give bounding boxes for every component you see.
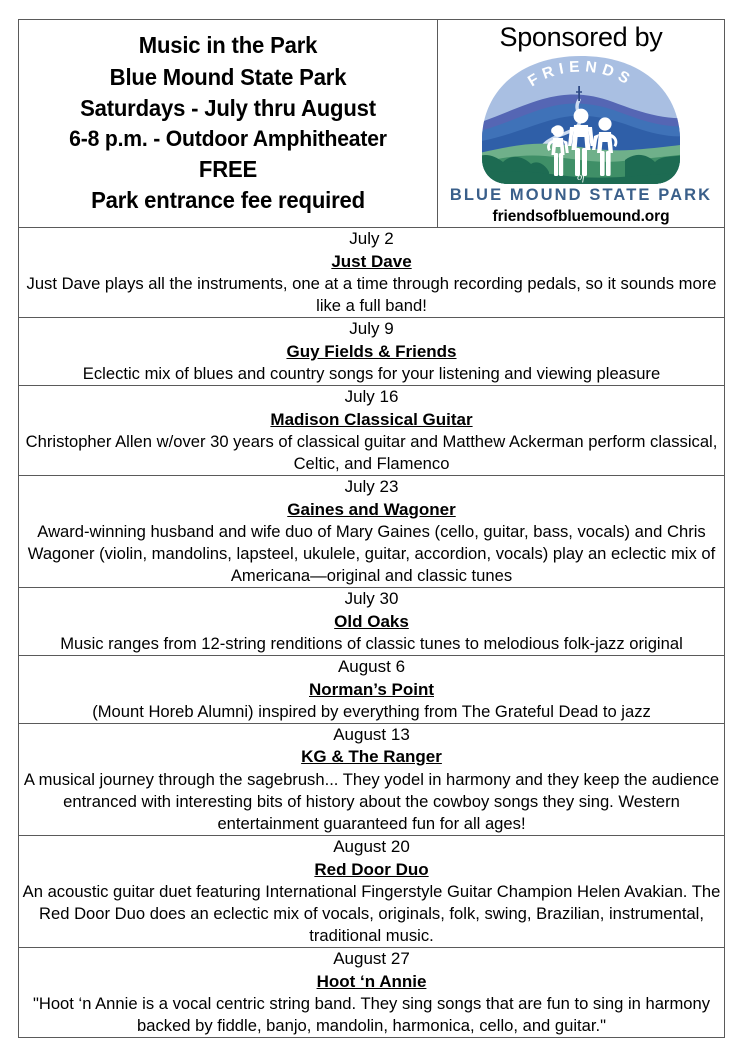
event-date: July 16 [344,387,399,407]
event-cell [19,228,725,318]
event-description: Christopher Allen w/over 30 years of classical guitar and Matthew Ackerman perform classical, Celtic, and Flamenco [25,431,718,474]
event-date: July 23 [344,477,399,497]
event-cell [19,386,725,476]
friends-logo-badge-icon [475,54,687,186]
event-date: July 9 [349,319,394,339]
event-row [19,386,725,476]
header-row [19,20,725,228]
event-cell [19,836,725,948]
event-description: Music ranges from 12-string renditions of classic tunes to melodious folk-jazz original [60,634,683,654]
sponsored-by-label: Sponsored by [499,22,663,52]
header-title-line-4: 6-8 p.m. - Outdoor Amphitheater [69,126,387,152]
logo-website-url[interactable]: friendsofbluemound.org [492,207,670,225]
logo-park-name: BLUE MOUND STATE PARK [449,186,713,205]
event-description: Just Dave plays all the instruments, one at a time through recording pedals, so it sounds more like a full band! [26,274,717,316]
event-performer-name: KG & The Ranger [301,747,442,767]
concert-schedule-table [18,19,725,1038]
event-date: July 2 [349,229,394,249]
event-row [19,836,725,948]
event-cell [19,588,725,656]
friends-of-blue-mound-logo [447,54,715,226]
header-title-line-1: Music in the Park [138,32,318,59]
event-cell [19,476,725,588]
event-description: Eclectic mix of blues and country songs for your listening and viewing pleasure [82,364,661,384]
event-performer-name: Old Oaks [334,611,409,631]
event-row [19,476,725,588]
event-row [19,948,725,1038]
event-row [19,228,725,318]
event-cell [19,948,725,1038]
event-row [19,656,725,724]
event-row [19,588,725,656]
event-performer-name: Hoot ‘n Annie [316,971,427,991]
event-description: Award-winning husband and wife duo of Mary Gaines (cello, guitar, bass, vocals) and Chris Wagoner (violin, mandolins, lapsteel, ukulele, guitar, accordion, vocals) play an eclectic mix of Americana—original and classic tunes [27,521,716,586]
event-performer-name: Madison Classical Guitar [270,409,473,429]
event-cell [19,724,725,836]
event-cell [19,656,725,724]
event-performer-name: Norman’s Point [309,679,434,699]
event-date: August 27 [333,949,410,969]
event-description: An acoustic guitar duet featuring International Fingerstyle Guitar Champion Helen Avakian. The Red Door Duo does an eclectic mix of vocals, originals, folk, swing, Brazilian, instrumental, traditional music. [22,881,721,946]
event-description: A musical journey through the sagebrush... They yodel in harmony and they keep the audience entranced with interesting bits of history about the cowboy songs they sing. Western entertainment guaranteed fun for all ages! [23,769,720,834]
event-date: August 20 [333,837,410,857]
event-row [19,724,725,836]
event-info-header-cell [19,20,438,228]
event-date: August 13 [333,725,410,745]
event-performer-name: Gaines and Wagoner [287,499,456,519]
event-performer-name: Guy Fields & Friends [286,341,457,361]
friends-arc-text: FRIENDS [525,58,637,91]
header-title-line-3: Saturdays - July thru August [80,94,376,121]
event-cell [19,318,725,386]
logo-of-text: of [577,172,585,184]
event-date: July 30 [344,589,399,609]
event-performer-name: Just Dave [331,251,412,271]
event-date: August 6 [337,657,406,677]
header-title-line-2: Blue Mound State Park [109,63,347,90]
event-description: "Hoot ‘n Annie is a vocal centric string band. They sing songs that are fun to sing in harmony backed by fiddle, banjo, mandolin, harmonica, cello, and guitar." [32,994,711,1036]
event-performer-name: Red Door Duo [314,859,429,879]
sponsor-header-cell [438,20,725,228]
header-title-line-5: FREE [198,156,258,183]
event-description: (Mount Horeb Alumni) inspired by everything from The Grateful Dead to jazz [92,701,651,721]
event-row [19,318,725,386]
header-title-line-6: Park entrance fee required [91,187,365,214]
